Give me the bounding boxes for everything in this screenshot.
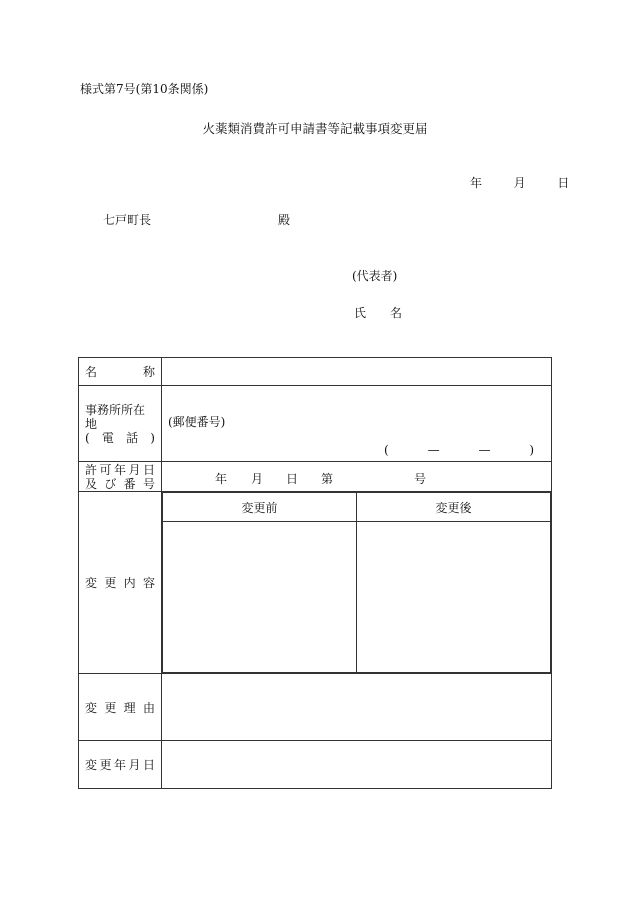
after-change-header: 変更後 [357,493,551,522]
permit-year: 年 [215,472,228,486]
phone-number-field[interactable]: ( — — ) [384,443,534,457]
permit-date-number-label: 許 可 年 月 日 及 び 番 号 [79,462,162,492]
permit-month: 月 [251,472,264,486]
name-label: 名 称 [79,358,162,386]
before-change-header: 変更前 [163,493,357,522]
addressee: 七戸町長 [103,213,152,227]
postal-code-label: (郵便番号) [168,415,226,429]
name-field[interactable] [162,358,552,386]
change-date-label: 変 更 年 月 日 [79,741,162,789]
change-reason-label: 変 更 理 由 [79,674,162,741]
representative-label: (代表者) [352,269,398,283]
document-title: 火薬類消費許可申請書等記載事項変更届 [202,121,428,136]
form-number: 様式第7号(第10条関係) [80,82,209,96]
honorific: 殿 [278,213,291,227]
before-change-field[interactable] [163,522,357,673]
permit-go: 号 [414,472,427,486]
applicant-name-label: 氏 名 [354,306,403,320]
change-date-field[interactable] [162,741,552,789]
permit-dai: 第 [321,472,334,486]
permit-date-number-field[interactable] [162,462,552,492]
year-label: 年 [470,176,483,190]
month-label: 月 [513,176,526,190]
change-content-label: 変 更 内 容 [79,492,162,674]
office-address-label: 事務所所在地 ( 電 話 ) [79,386,162,462]
day-label: 日 [557,176,570,190]
change-notification-table [78,357,552,789]
office-address-field[interactable] [162,386,552,462]
permit-day: 日 [286,472,299,486]
change-reason-field[interactable] [162,674,552,741]
change-content-grid [162,492,551,673]
after-change-field[interactable] [357,522,551,673]
submission-date [470,174,569,191]
